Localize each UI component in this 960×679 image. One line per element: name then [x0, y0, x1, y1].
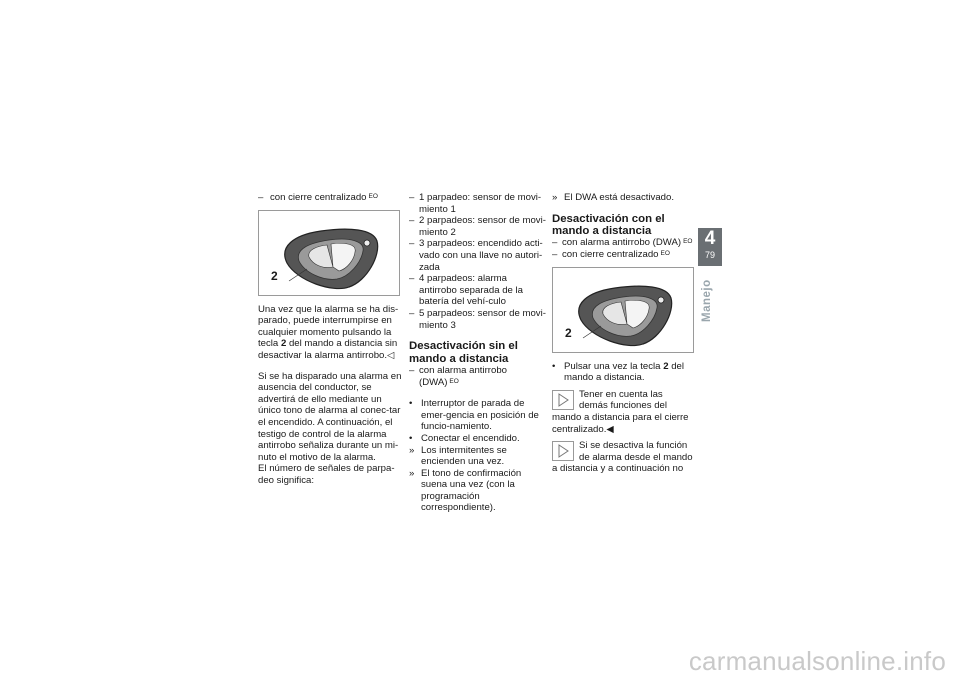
note-text: Tener en cuenta las demás funciones del mando a distancia para el cierre centralizado.◀	[552, 388, 689, 435]
blink-list	[409, 192, 547, 331]
remote-key-figure	[258, 210, 400, 296]
remote-key-icon	[259, 211, 399, 295]
paragraph-1: Una vez que la alarma se ha dis-parado, puede interrumpirse en cualquier momento pulsando la tecla 2 del mando a distancia sin desactivar la alarma antirrobo.◁	[258, 303, 399, 361]
eo-superscript: EO	[368, 193, 378, 200]
step-item: • Pulsar una vez la tecla 2 del mando a distancia.	[552, 360, 685, 384]
watermark: carmanualsonline.info	[688, 646, 946, 676]
paragraph-3: El número de señales de parpa-deo significa:	[258, 463, 395, 486]
condition-item: – con cierre centralizado $^{EO}$	[552, 249, 670, 260]
column-1	[258, 192, 404, 487]
condition-text: con cierre centralizado	[270, 192, 367, 203]
step-item: • Conectar el encendido.	[409, 432, 520, 444]
note-block	[552, 440, 694, 475]
list-item: – 5 parpadeos: sensor de movi-miento 3	[409, 307, 546, 331]
column-2	[409, 192, 547, 514]
chapter-tab	[698, 228, 722, 266]
result-item: » Los intermitentes se encienden una vez.	[409, 444, 507, 468]
list-item: – 4 parpadeos: alarma antirrobo separada de la batería del vehí-culo	[409, 273, 524, 308]
note-text: Si se desactiva la función de alarma desde el mando a distancia y a continuación no	[552, 440, 693, 475]
list-item: – 3 parpadeos: encendido acti-vado con una llave no autori-zada	[409, 238, 543, 273]
result-item: » El tono de confirmación suena una vez (con la programación correspondiente).	[409, 467, 522, 514]
note-triangle-icon	[552, 390, 574, 410]
chapter-number: 4	[704, 228, 716, 249]
list-item: – 1 parpadeo: sensor de movi-miento 1	[409, 192, 542, 215]
condition-item: – con alarma antirrobo (DWA) $^{EO}$	[552, 237, 693, 249]
note-triangle-icon	[552, 441, 574, 461]
condition-item: – con alarma antirrobo (DWA) $^{EO}$	[409, 364, 507, 388]
figure-callout-2: 2	[565, 325, 572, 340]
remote-key-figure	[552, 267, 694, 353]
remote-key-icon	[553, 268, 693, 352]
paragraph-2: Si se ha disparado una alarma en ausencia del conductor, se advertirá de ello mediante un único tono de alarma al conec-tar el encendido. A continuación, el testigo de control de la alarma antirrobo señaliza durante un mi-nuto el motivo de la alarma.	[258, 370, 402, 463]
list-item: – 2 parpadeos: sensor de movi-miento 2	[409, 215, 546, 238]
figure-callout-2: 2	[271, 268, 278, 283]
section-heading: Desactivación sin el mando a distancia	[409, 340, 518, 365]
section-heading: Desactivación con el mando a distancia	[552, 212, 665, 237]
page-number: 79	[704, 250, 715, 260]
result-item: » El DWA está desactivado.	[552, 192, 675, 203]
note-block	[552, 389, 694, 435]
list-item: – con cierre centralizado $^{EO}$	[258, 192, 378, 203]
step-item: • Interruptor de parada de emer-gencia en posición de funcio-namiento.	[409, 398, 539, 433]
section-label: Manejo	[701, 279, 713, 322]
column-3	[552, 192, 694, 475]
